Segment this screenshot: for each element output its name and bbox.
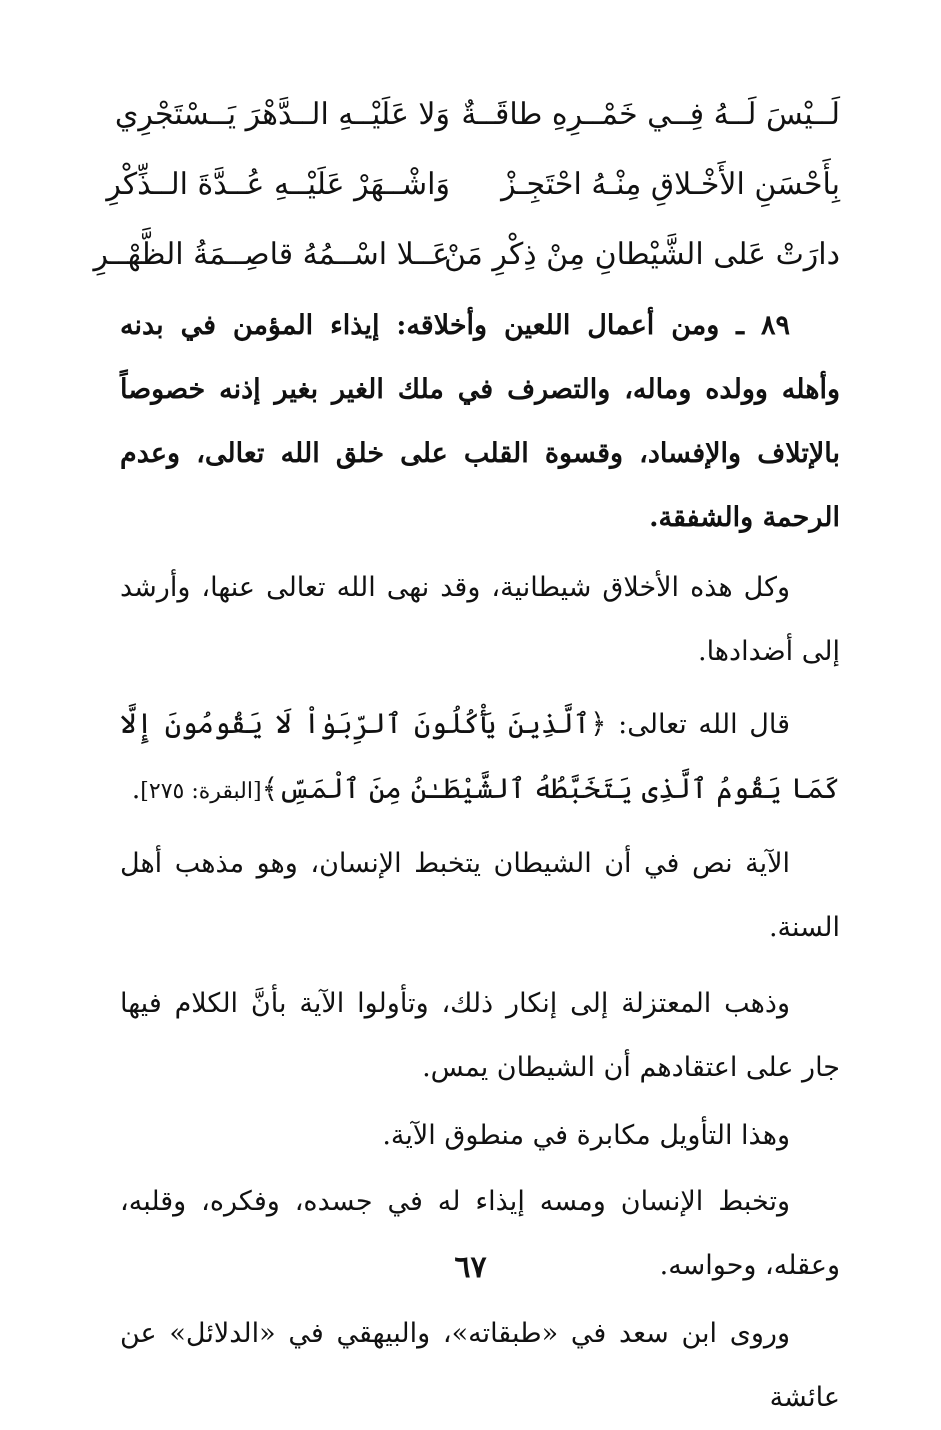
poem-verse-3 xyxy=(93,220,840,290)
poem-verse-3-first-hemistich: دارَتْ عَلى الشَّيْطانِ مِنْ ذِكْرِ مَنْ xyxy=(443,237,840,272)
paragraph-ayah-text: الآية نص في أن الشيطان يتخبط الإنسان، وهو مذهب أهل السنة. xyxy=(120,848,840,943)
paragraph-takhabbut: وتخبط الإنسان ومسه إيذاء له في جسده، وفكره، وقلبه، وعقله، وحواسه. xyxy=(120,1186,840,1281)
poem-block xyxy=(93,80,840,290)
quote-end: . xyxy=(131,774,141,805)
poem-verse-1-first-hemistich: لَــيْسَ لَــهُ فِــي خَمْــرِهِ طاقَــةٌ xyxy=(461,97,840,132)
poem-verse-1 xyxy=(114,80,840,150)
quran-verse: ﴿ٱلَّذِينَ يَأْكُلُونَ ٱلرِّبَوٰاْ لَا يَقُومُونَ إِلَّا كَمَا يَقُومُ ٱلَّذِى يَتَخَبَّطُهُ ٱلشَّيْطَـٰنُ مِنَ ٱلْمَسِّ﴾ xyxy=(120,707,840,805)
paragraph-quran-quote xyxy=(120,692,840,824)
quote-intro: قال الله تعالى: xyxy=(606,709,790,740)
paragraph-mutazila: وذهب المعتزلة إلى إنكار ذلك، وتأولوا الآية بأنَّ الكلام فيها جار على اعتقادهم أن الشيطان يمس. xyxy=(120,988,840,1083)
poem-verse-1-second-hemistich: وَلا عَلَيْــهِ الــدَّهْرَ يَــسْتَجْرِي xyxy=(114,97,450,132)
paragraph-ibn-saad: وروى ابن سعد في «طبقاته»، والبيهقي في «الدلائل» عن عائشة xyxy=(120,1318,840,1413)
page-number: ٦٧ xyxy=(454,1250,487,1285)
poem-verse-2 xyxy=(106,150,840,220)
poem-verse-2-first-hemistich: بِأَحْسَنِ الأَخْـلاقِ مِنْـهُ احْتَجِـزْ xyxy=(501,167,840,202)
paragraph-tawil: وهذا التأويل مكابرة في منطوق الآية. xyxy=(382,1120,790,1151)
poem-verse-2-second-hemistich: وَاشْــهَرْ عَلَيْــهِ عُــدَّةَ الــذِّكْرِ xyxy=(106,167,450,202)
paragraph-shaytani-morals: وكل هذه الأخلاق شيطانية، وقد نهى الله تعالى عنها، وأرشد إلى أضدادها. xyxy=(120,572,840,667)
surah-reference: [البقرة: ٢٧٥] xyxy=(140,779,262,804)
poem-verse-3-second-hemistich: عَــلا اسْــمُهُ قاصِــمَةُ الظَّهْــرِ xyxy=(93,237,450,272)
paragraph-89: ٨٩ ـ ومن أعمال اللعين وأخلاقه: إيذاء المؤمن في بدنه وأهله وولده وماله، والتصرف في ملك الغير بغير إذنه خصوصاً بالإتلاف والإفساد، وقسوة القلب على خلق الله تعالى، وعدم الرحمة والشفقة. xyxy=(120,310,840,533)
page-body xyxy=(93,80,840,1430)
